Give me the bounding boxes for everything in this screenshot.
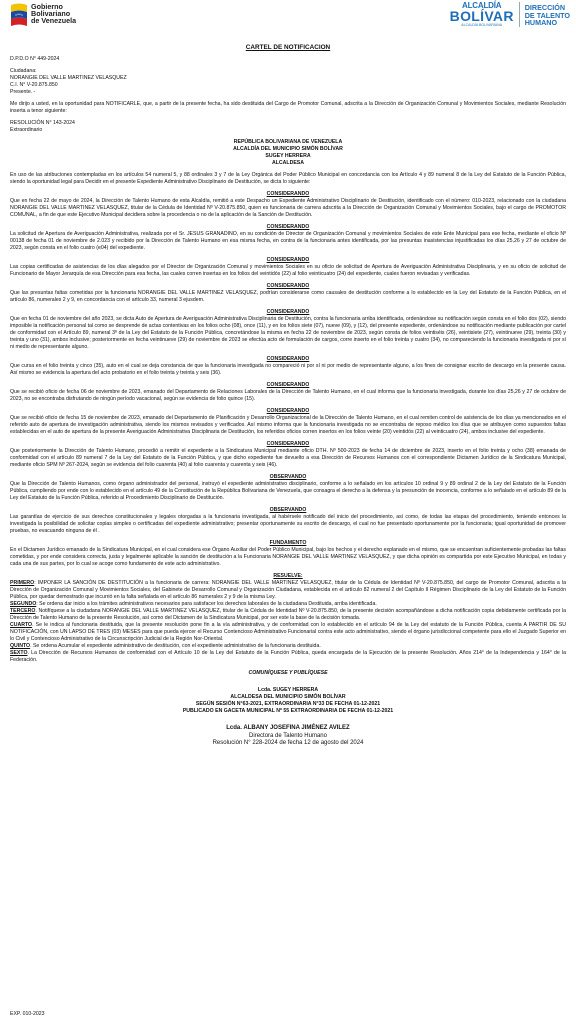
resuelve-list — [10, 580, 566, 664]
direccion-line-2: DE TALENTO — [524, 10, 570, 20]
section-heading: CONSIDERANDO — [266, 408, 310, 414]
preamble-paragraph: En uso de las atribuciones contempladas en los artículos 54 numeral 5, y 88 ordinales 3 y 7 de la Ley Orgánica del Poder Público Municipal en concordancia con los Artículo 4 y 89 numeral 8 de la Ley del Estatuto de la Función Pública, siendo la oportunidad legal para Decidir en el presente Expediente Administrativo Disciplinario de Destitución, se dicta lo siguiente: — [10, 172, 566, 185]
heading-alcaldesa-title: ALCALDESA — [272, 160, 304, 166]
section-heading: CONSIDERANDO — [266, 309, 310, 315]
alcaldia-bolivar: BOLÍVAR — [449, 8, 514, 24]
resuelve-text: . Se le indica al funcionaria destituida, que la presente resolución pone fin a la vía administrativa, y de conformidad con lo establecido en el artículo 94 de la Ley del estatuto de la Función Pública, cuenta A PARTIR DE SU NOTIFICACIÓN, con UN LAPSO DE TRES (03) MESES para que pueda ejercer el Recurso Contencioso Administrativo Funcionarial contra este acto administrativo, siendo el órgano jurisdiccional competente para ello el Juzgado Superior en lo Civil y Contencioso Administrativo de la Circunscripción Judicial de la Región Nor-Oriental. — [10, 622, 566, 642]
resuelve-item — [10, 643, 566, 650]
signature-alcaldesa — [10, 687, 566, 715]
intro-paragraph: Me dirijo a usted, en la oportunidad para NOTIFICARLE, que, a partir de la presente fecha, ha sido destituida del Cargo de Promotor Comunal, adscrita a la Dirección de Organización Comunal y Movimientos Sociales, mediante Resolución inserta a tenor siguiente: — [10, 101, 566, 114]
section-paragraph: Que en fecha 22 de mayo de 2024, la Dirección de Talento Humano de esta Alcaldía, remitió a este Despacho un Expediente Administrativo Disciplinario de Destitución, identificado con el número: 010-2023, relacionado con la ciudadana NORANGIE DEL VALLE MARTINEZ VELASQUEZ, titular de la Cédula de Identidad Nº V-20.875.850, quien es funcionaria de carrera adscrita a la Dirección de Organización Comunal y Movimientos Sociales, bajo el cargo de PROMOTOR COMUNAL, a fin de que este Ejecutivo Municipal decidiera sobre la procedencia o no de la aplicación de la Sanción de Destitución. — [10, 198, 566, 218]
section-paragraph: Que se recibió oficio de fecha 15 de noviembre de 2023, emanado del Departamento de Planificación y Desarrollo Organizacional de la Dirección de Talento Humano, en el cual remiten control de asistencia de los días ya mencionados en el referido auto de apertura de investigación administrativa, siendo los mismos revisados y verificados. Así mismo informa que la funcionaria investigada no se encontraba de reposo médico los días que se atribuyen como supuestos faltas establecidas en el auto de apertura de la presente Averiguación Administrativa Disciplinaria de Destitución, los referidos oficios corren insertos en los folios veinte (20) veintidós (22) al veinticuatro (24), ambos inclusive del expediente. — [10, 415, 566, 435]
gob-line-3: de Venezuela — [31, 16, 77, 25]
section-paragraph: Las copias certificadas de asistencias de los días alegados por el Director de Organización Comunal y movimientos Sociales en su oficio de solicitud de Apertura de Averiguación Administrativa Disciplinaria, y en su oficio de solicitud de Funcionario de Mayor Jerarquía de esa Dirección para esa fecha, las cuales corren insertas en los folios del veintidós (22) al folio veinticuatro (24) del expediente, cuales fueron revisadas y verificadas. — [10, 264, 566, 277]
signature1-gaceta: PUBLICADO EN GACETA MUNICIPAL Nº 55 EXTRAORDINARIA DE FECHA 01-12-2021 — [182, 708, 394, 714]
section-paragraph: La solicitud de Apertura de Averiguación Administrativa, realizada por el Sr. JESUS GRANADINO, en su condición de Director de Organización Comunal y movimientos Sociales de este Ente Municipal para ese fecha, mediante el oficio Nº 00138 de fecha 01 de noviembre de 2.023 y recibido por la Dirección de Talento Humano en esa misma fecha, en contra de la funcionaria antes identificada, por las presuntas inasistencias injustificadas los días 25,26 y 27 de octubre de 2023, según consta en el folio cuatro (e04) del expediente. — [10, 231, 566, 251]
reference-number: D.P.D.O N° 449-2024 — [10, 56, 60, 62]
comuniquese-line: COMUNÍQUESE Y PUBLÍQUESE — [248, 670, 328, 676]
signature-directora — [10, 725, 566, 748]
alcaldia-logo — [450, 2, 570, 27]
resuelve-heading: RESUELVE: — [273, 573, 303, 579]
section-paragraph: Que las presuntas faltas cometidas por la funcionaria NORANGIE DEL VALLE MARTINEZ VELASQUEZ, podrían considerarse como causales de destitución conforme a lo establecido en la Ley del Estatuto de la Función Pública, en el artículo 86, numerales 2 y 9, en concordancia con el artículo 33, numeral 3 ejusdem. — [10, 290, 566, 303]
section-paragraph: Que en fecha 01 de noviembre del año 2023, se dicta Auto de Apertura de Averiguación Administrativa Disciplinaria de Destitución, contra la funcionaria arriba identificada, ordenándose su notificación según consta en el folio dos (02), siendo imposible la notificación personal tal como se desprende de actas contentivas en los folios ocho (08), once (11), y en los folios siete (07), nueve (09), y (12), del presente expediente, ordenándose su notificación mediante publicación por cartel de conformidad con el Artículo 89, numeral 3º de la Ley del Estatuto de la Función Pública, concretándose la misma en fecha 22 de noviembre de 2023, según consta de folios veintiséis (26), veintisiete (27), veintinueve (29), treinta (30) y treinta y uno (31), ambos inclusive; posteriormente en fecha veintinueve (29) de noviembre de 2023 se efectúa acto de formulación de cargos, corre inserto en el folio treinta y cuatro (34), no compareciendo la funcionaria investigada ni por sí ni medio de representante alguno. — [10, 316, 566, 350]
signature2-title: Directora de Talento Humano — [249, 732, 327, 739]
section-heading: CONSIDERANDO — [266, 224, 310, 230]
section-paragraph: En el Dictamen Jurídico emanado de la Sindicatura Municipal, en el cual considera ese Órgano Auxiliar del Poder Público Municipal, bajo los hechos y el derecho explanado en el mismo, que se encuentran suficientemente probadas las faltas cometidas, y por ende considera correcta, justa y legalmente aplicable la sanción de destitución a la Funcionaria NORANGIE DEL VALLE MARTINEZ VELASQUEZ, y que dicha opinión es compartida por este Ejecutivo Municipal, en todas y cada una de sus partes, por lo cual se acoge como fundamento de este acto administrativo. — [10, 547, 566, 567]
resuelve-text: : IMPONER LA SANCIÓN DE DESTITUCIÓN a la funcionaria de carrera: NORANGIE DEL VALLE MARTINEZ VELASQUEZ, titular de la Cédula de Identidad Nº V-20.875.850, del cargo de Promotor Comunal, adscrita a la Dirección de Organización Comunal y Movimientos Sociales, del Gabinete de Desarrollo Comunal y Organización Ciudadana, establecida en el artículo 82 numeral 2 del Capítulo II Régimen Disciplinario de la Ley del Estatuto de la Función Pública, por quedar demostrado que incurrió en la falta señalada en el artículo 86 numerales 2 y 9 de la misma Ley. — [10, 580, 566, 600]
notification-document — [10, 44, 566, 748]
resuelve-label: SEGUNDO — [10, 601, 37, 607]
expediente-number: EXP. 010-2023 — [10, 1011, 45, 1017]
section-paragraph: Que la Dirección de Talento Humanos, como órgano administrador del personal, instruyó el expediente administrativo disciplinario, conforme a lo señalado en los artículos 10 ordinal 9 y 89 ordinal 2 de la Ley del Estatuto de la Función Pública, cumpliendo por ende con lo establecido en el artículo 49 de la Constitución de la República Bolivariana de Venezuela, que consagra el derecho a la defensa y la presunción de inocencia, conforme a lo señalado en el artículo 89 de la Ley del Estatuto de la Función Pública, referido al Procedimiento Disciplinario de Destitución. — [10, 481, 566, 501]
section-heading: CONSIDERANDO — [266, 441, 310, 447]
resuelve-label: PRIMERO — [10, 580, 35, 586]
signature2-resolution: Resolución N° 228-2024 de fecha 12 de agosto del 2024 — [212, 740, 364, 746]
section-heading: CONSIDERANDO — [266, 356, 310, 362]
resuelve-text: : Se ordena dar inicio a los trámites administrativos necesarios para satisfacer los derechos laborales de la ciudadana Destituida, arriba identificada. — [36, 601, 377, 607]
recipient-line-1: Ciudadana: — [10, 68, 37, 74]
section-paragraph: Que cursa en el folio treinta y cinco (35), auto en el cual se deja constancia de que la funcionaria investigada no compareció ni por sí ni por medio de representante alguno, a los fines de consignar escrito de descargo en la presente causa. Así mismo se evidencia la apertura del acto probatorio en el folio treinta y treinta y seis (36). — [10, 363, 566, 376]
direccion-line-1: DIRECCIÓN — [524, 3, 566, 12]
signature1-session: SEGÚN SESIÓN N°63-2021, EXTRAORDINARIA N°33 DE FECHA 01-12-2021 — [195, 701, 381, 707]
gob-line-2: Bolivariano — [31, 9, 71, 18]
heading-alcaldia: ALCALDÍA DEL MUNICIPIO SIMÓN BOLÍVAR — [233, 146, 343, 152]
resuelve-item — [10, 601, 566, 608]
section-heading: OBSERVANDO — [269, 507, 307, 513]
venezuela-flag-icon — [10, 2, 28, 28]
resuelve-item — [10, 580, 566, 601]
section-heading: FUNDAMENTO — [269, 540, 307, 546]
heading-republica: REPÚBLICA BOLIVARIANA DE VENEZUELA — [233, 139, 343, 145]
resuelve-item — [10, 650, 566, 664]
section-heading: CONSIDERANDO — [266, 382, 310, 388]
resuelve-label: TERCERO — [10, 608, 36, 614]
resuelve-label: CUARTO — [10, 622, 33, 628]
section-heading: CONSIDERANDO — [266, 283, 310, 289]
section-paragraph: Que se recibió oficio de fecha 06 de noviembre de 2023, emanado del Departamento de Relaciones Laborales de la Dirección de Talento Humano, en el cual informa que la funcionaria investigada, durante los días 25,26 y 27 de octubre de 2023, no se encontraba disfrutando de ningún período vacacional, según se evidencia de folio quince (15). — [10, 389, 566, 402]
resuelve-item — [10, 622, 566, 643]
recipient-presente: Presente. - — [10, 89, 36, 95]
signature1-title: ALCALDESA DEL MUNICIPIO SIMÓN BOLÍVAR — [230, 694, 346, 700]
resolution-type: Extraordinario — [10, 127, 43, 133]
section-paragraph: Que posteriormente la Dirección de Talento Humano, procedió a remitir el expediente a la Sindicatura Municipal mediante oficio DTH. Nº 500-2023 de fecha 14 de diciembre de 2023, inserto en el folio treinta y ocho (38) emanada de conformidad con el artículo 89 numeral 7 de la Ley del Estatuto de la Función Pública, y que dicho expediente fue devuelto a esa Dirección de Recursos Humanos con el correspondiente Dictamen Jurídico de la Sindicatura Municipal, mediante oficio SPM Nº 267-2024, según se evidencia del folio cuarenta (40) al folio cuarenta y cuarenta y seis (46). — [10, 448, 566, 468]
resuelve-item — [10, 608, 566, 622]
resuelve-label: SEXTO — [10, 650, 28, 656]
document-title: CARTEL DE NOTIFICACION — [245, 44, 331, 51]
letterhead — [0, 0, 576, 42]
signature1-name: Lcda. SUGEY HERRERA — [257, 687, 319, 693]
gob-line-1: Gobierno — [31, 2, 63, 11]
direccion-line-3: HUMANO — [524, 18, 558, 27]
alcaldia-name: ALCALDÍA — [462, 1, 502, 10]
resolution-number: RESOLUCIÓN N° 143-2024 — [10, 120, 75, 126]
resuelve-text: . Se ordena Acumular el expediente administrativo de destitución, con el expediente administrativo de la funcionaria destituida. — [30, 643, 321, 649]
resuelve-label: QUINTO — [10, 643, 31, 649]
alcaldia-sub: ALCALDÍA BOLIVARIANA — [461, 23, 503, 27]
heading-alcaldesa-name: SUGEY HERRERA — [265, 153, 311, 159]
section-heading: CONSIDERANDO — [266, 191, 310, 197]
section-heading: OBSERVANDO — [269, 474, 307, 480]
resuelve-text: . Notifíquese a la ciudadana NORANGIE DEL VALLE MARTINEZ VELASQUEZ, titular de la Cédula de Identidad Nº V-20.875.850, de la presente decisión acompañándose a dicha notificación copia debidamente certificada por la Dirección de Talento Humano de la presente Resolución, así como del Dictamen de la Sindicatura Municipal, por ser este la base de la decisión tomada. — [10, 608, 566, 621]
considerando-sections — [10, 191, 566, 568]
recipient-name: NORANGIE DEL VALLE MARTINEZ VELASQUEZ — [10, 75, 127, 81]
gobierno-logo — [10, 2, 76, 28]
signature2-name: Lcda. ALBANY JOSEFINA JIMÉNEZ AVILEZ — [226, 725, 350, 731]
section-heading: CONSIDERANDO — [266, 257, 310, 263]
resuelve-text: . La Dirección de Recursos Humanos de conformidad con el Artículo 10 de la Ley del Estatuto de la Función Pública, queda encargada de la Ejecución de la presente Resolución. Años 214° de la Independencia y 164° de la Federación. — [10, 650, 566, 663]
recipient-id: C.I. N° V-20.875.850 — [10, 82, 58, 88]
section-paragraph: Las garantías de ejercicio de sus derechos constitucionales y legales otorgadas a la funcionaria investigada, al habérsele notificado del inicio del procedimiento, así como, de todas las etapas del procedimiento, teniendo entonces la investigada la posibilidad de solicitar copias simples o certificadas del expediente administrativo; presentar oportunamente su escrito de descargo, el cual no fue presentado oportunamente por la funcionaria; igual oportunidad de promover pruebas, no evacuando ninguna de él . — [10, 514, 566, 534]
